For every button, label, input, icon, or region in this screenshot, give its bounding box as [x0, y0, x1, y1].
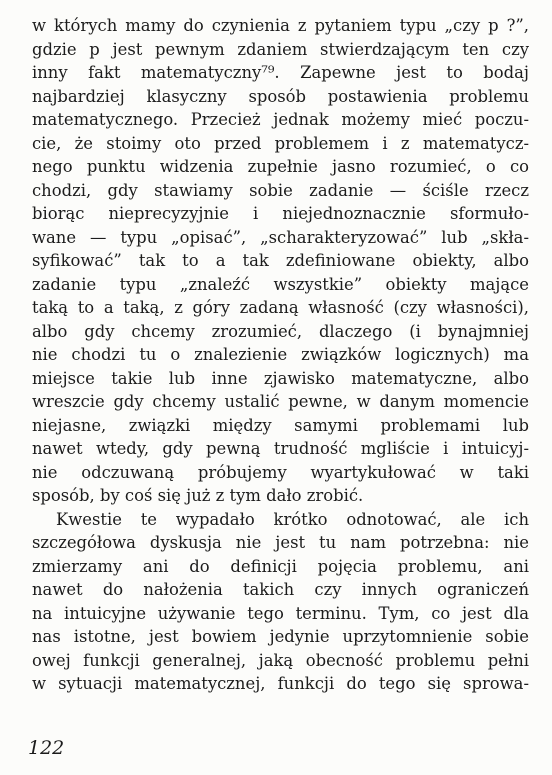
text-line: owej funkcji generalnej, jaką obecność problemu pełni: [32, 650, 529, 670]
text-line: nie odczuwaną próbujemy wyartykułować w taki: [32, 462, 529, 482]
text-line: biorąc nieprecyzyjnie i niejednoznacznie sformuło-: [32, 204, 529, 223]
text-line: zmierzamy ani do definicji pojęcia problemu, ani: [32, 556, 529, 576]
text-line: w których mamy do czynienia z pytaniem typu „czy p ?”,: [32, 16, 529, 35]
text-line: syfikować” tak to a tak zdefiniowane obiekty, albo: [32, 251, 529, 270]
text-line: gdzie p jest pewnym zdaniem stwierdzającym ten czy: [32, 39, 529, 59]
paragraph-end-line: sposób, by coś się już z tym dało zrobić.: [32, 486, 364, 505]
text-line: miejsce takie lub inne zjawisko matematyczne, albo: [32, 368, 529, 388]
text-line: cie, że stoimy oto przed problemem i z matematycz-: [32, 133, 529, 153]
text-line: niejasne, związki między samymi problemami lub: [32, 415, 529, 435]
text-line: najbardziej klasyczny sposób postawienia problemu: [32, 86, 529, 106]
text-line: na intuicyjne używanie tego terminu. Tym, co jest dla: [32, 603, 529, 623]
text-line: taką to a taką, z góry zadaną własność (czy własności),: [32, 298, 529, 317]
text-line: nawet do nałożenia takich czy innych ograniczeń: [32, 580, 529, 599]
text-line: w sytuacji matematycznej, funkcji do tego się sprowa-: [32, 674, 529, 693]
text-line: inny fakt matematyczny⁷⁹. Zapewne jest to bodaj: [32, 63, 529, 82]
text-line: wane — typu „opisać”, „scharakteryzować” lub „skła-: [32, 227, 529, 247]
text-line: matematycznego. Przecież jednak możemy mieć poczu-: [32, 110, 529, 129]
text-line: nie chodzi tu o znalezienie związków logicznych) ma: [32, 345, 529, 364]
page-number: 122: [28, 737, 65, 759]
text-line: nego punktu widzenia zupełnie jasno rozumieć, o co: [32, 157, 529, 176]
text-line: albo gdy chcemy zrozumieć, dlaczego (i bynajmniej: [32, 321, 529, 341]
text-line: nawet wtedy, gdy pewną trudność mgliście i intuicyj-: [32, 439, 529, 458]
text-line: szczegółowa dyskusja nie jest tu nam potrzebna: nie: [32, 533, 529, 552]
text-line: nas istotne, jest bowiem jedynie uprzytomnienie sobie: [32, 627, 529, 646]
body-text: [32, 14, 529, 696]
text-line: zadanie typu „znaleźć wszystkie” obiekty mające: [32, 274, 529, 294]
text-line: chodzi, gdy stawiamy sobie zadanie — ściśle rzecz: [32, 180, 529, 200]
text-line: wreszcie gdy chcemy ustalić pewne, w danym momencie: [32, 392, 529, 411]
paragraph-start-line: Kwestie te wypadało krótko odnotować, ale ich: [56, 509, 529, 529]
